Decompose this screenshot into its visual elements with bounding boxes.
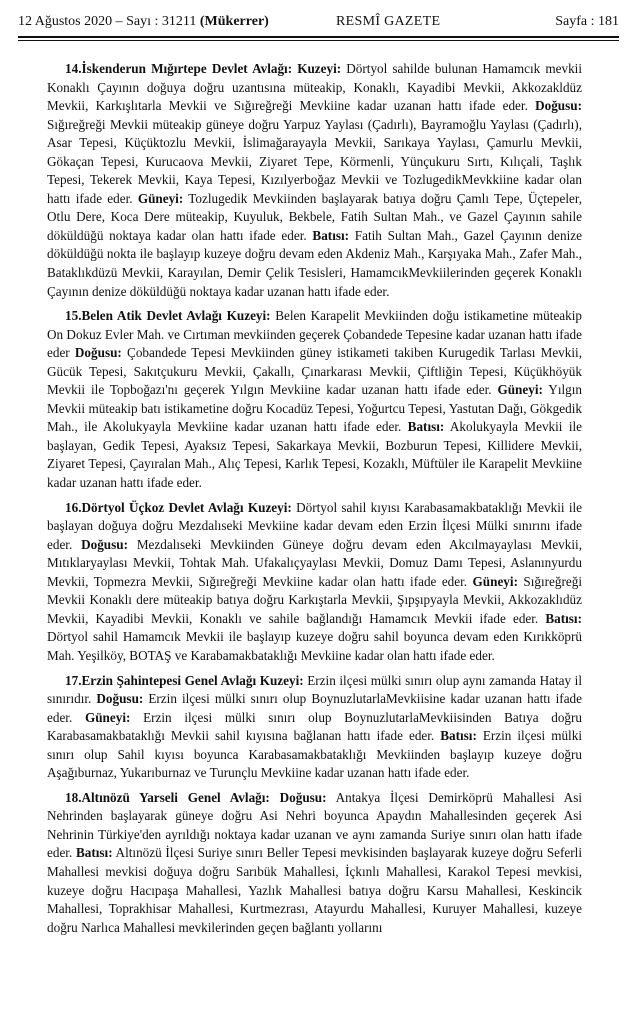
boundary-text: Erzin ilçesi mülki sınırı olup BoynuzlutarlaMevkiisine kadar uzanan hattı ifade eder.	[47, 691, 583, 725]
boundary-text: Erzin ilçesi mülki sınırı olup Sahil kıyısı boyunca Karabasamakbataklığı Mevkiinden başlayıp kuzeye doğru Aşağıburnaz, Yukarıburnaz ve Turunçlu Mevkiine kadar uzanan hattı ifade eder.	[47, 728, 582, 781]
direction-label: Güneyi:	[472, 573, 518, 589]
header-page-number: Sayfa : 181	[555, 14, 619, 29]
header-rule-thick	[18, 36, 619, 38]
boundary-text: Erzin ilçesi mülki sınırı olup BoynuzlutarlaMevkiisinden Batıya doğru Karabasamakbataklığı Mevkii sahil kıyısına bağlanan hattı ifade eder.	[47, 709, 583, 744]
page-header	[18, 10, 619, 34]
section-paragraph	[47, 499, 582, 666]
direction-label: Batısı:	[407, 419, 445, 435]
header-date-issue	[18, 10, 269, 34]
section-title: 18.Altınözü Yarseli Genel Avlağı:	[65, 789, 270, 805]
direction-label: Doğusu:	[535, 98, 582, 114]
direction-label: Kuzeyi:	[297, 61, 342, 76]
direction-label: Doğusu:	[81, 536, 128, 552]
direction-label: Güneyi:	[84, 709, 131, 725]
boundary-text: Yılgın Mevkii müteakip batı istikametine doğru Kocadüz Tepesi, Yoğurtcu Tepesi, Yastutan Dağı, Gökgedik Mah., ile Akolukyayla Mevkiine kadar uzanan hattı ifade eder.	[47, 382, 583, 435]
section-paragraph	[47, 307, 582, 492]
direction-label: Doğusu:	[96, 691, 144, 707]
direction-label: Doğusu:	[74, 345, 122, 361]
boundary-text: Fatih Sultan Mah., Gazel Çayının denize döküldüğü nokta ile başlayıp kuzeye doğru devam eden Akdeniz Mah., Karşıyaka Mah., Zafer Mah., Bataklıkdüzü Mevkii, Karayılan, Demir Çelik Tesisleri, HamamcıkMevkiilerinden geçerek Konaklı Çayının denize döküldüğü noktaya kadar uzanan hattı ifade eder.	[47, 227, 582, 299]
boundary-text: Belen Karapelit Mevkiinden doğu istikametine müteakip On Dokuz Evler Mah. ve Cırtıman mevkiinden geçerek Çobandede Tepesine kadar uzanan hattı ifade eder	[47, 308, 582, 361]
section-paragraph	[47, 789, 582, 937]
document-body	[47, 60, 582, 943]
boundary-text: Altınözü İlçesi Suriye sınırı Beller Tepesi mevkisinden başlayarak kuzeye doğru Seferli Mahallesi mevkisi doğuya doğru Sarıbük Mahallesi, İçkınlı Mahallesi, Karakol Tepesi mevkisi, kuzeye doğru Hacıpaşa Mahallesi, Yazlık Mahallesi batıya doğru Karsu Mahallesi, Keskincik Mahallesi, Toprakhisar Mahallesi, Kurtmezrası, Atayurdu Mahallesi, Kuruyer Mahallesi, kuzeye doğru Narlıca Mahallesi mevkilerinden geçen bağlantı yollarını	[47, 845, 582, 935]
direction-label: Batısı:	[312, 227, 350, 243]
boundary-text: Antakya İlçesi Demirköprü Mahallesi Asi Nehrinden başlayarak güneye doğru Asi Nehri boyunca Apaydın Mahallesinden geçerek Asi Nehrinin Türkiye'den ayrıldığı noktaya kadar uzanan ve aynı zamanda Suriye sınırı olan hattı ifade eder.	[47, 789, 583, 861]
direction-label: Doğusu:	[279, 789, 327, 805]
boundary-text: Dörtyol sahilde bulunan Hamamcık mevkii Konaklı Çayının doğuya doğru uzantısına müteakip, Konaklı, Kayadibi Mevkii, Akkozakldüz Mevkii, Karkışlıtarla Mevkii ve Sığıreğreği Mevkiine kadar uzanan hattı ifade eder.	[47, 61, 582, 114]
boundary-text: Akolukyayla Mevkii ile başlayan, Gedik Tepesi, Ayaksız Tepesi, Sakarkaya Mevkii, Bozburun Tepesi, Killidere Mevkii, Ziyaret Tepesi, Çayıralan Mah., Alıç Tepesi, Karlık Tepesi, Kozaklı, Müftüler ile Karapelit Mevkiine kadar uzanan hattı ifade eder.	[47, 419, 582, 491]
boundary-text: Erzin ilçesi mülki sınırı olup aynı zamanda Hatay il sınırıdır.	[47, 672, 583, 707]
boundary-text: Sığıreğreği Mevkii Konaklı dere müteakip batıya doğru Karkıştarla Mevkii, Şıpşıpyayla Mevkii, Akkozaklıdüz Mevkii, Kayadibi Mevkii, Konaklı ve sahile bağlandığı Hamamcık Mevkii ifade eder.	[47, 573, 582, 626]
section-title: 15.Belen Atik Devlet Avlağı Kuzeyi:	[65, 308, 271, 324]
section-paragraph	[47, 60, 582, 301]
boundary-text: Mezdalıseki Mevkiinden Güneye doğru devam eden Akcılmayaylası Mevkii, Mıtıklaryaylası Mevkii, Tohtak Mah. Ufakalıçyaylası Mevkii, Domuz Damı Tepesi, Aslanınyurdu Mevkii, Topmezra Mevkii, Sığıreğreği Mevkiine kadar olan hattı ifade eder.	[47, 536, 582, 589]
boundary-text: Tozlugedik Mevkiinden başlayarak batıya doğru Çamlı Tepe, Üçtepeler, Otlu Dere, Koca Dere müteakip, Kuyuluk, Bekbele, Fatih Sultan Mah., ve Gazel Çayının sahile döküldüğü noktaya kadar olan hattı ifade eder.	[47, 190, 582, 243]
section-paragraph	[47, 672, 582, 783]
direction-label: Güneyi:	[497, 382, 543, 398]
boundary-text: Çobandede Tepesi Mevkiinden güney istikameti takiben Kurugedik Tarlası Mevkii, Gücük Tepesi, Sakıtçukuru Mevkii, Çakallı, Çınarkarası Mevkii, Çiftliğin Tepesi, Küçükhöyük Mevkii ile Topboğazı'nı geçerek Yılgın Mevkiine kadar uzanan hattı ifade eder.	[47, 345, 582, 398]
section-title: 17.Erzin Şahintepesi Genel Avlağı Kuzeyi:	[65, 672, 304, 688]
direction-label: Batısı:	[440, 728, 477, 744]
boundary-text: Dörtyol sahil kıyısı Karabasamakbataklığı Mevkii ile başlayan doğuya doğru Mezdalıseki Mevkiine kadar devam eden Erzin İlçesi Mülki sınırını ifade eder.	[47, 499, 582, 552]
header-gazette-title: RESMÎ GAZETE	[336, 14, 441, 29]
direction-label: Batısı:	[545, 610, 582, 626]
section-title: 14.İskenderun Mığırtepe Devlet Avlağı:	[65, 61, 293, 76]
boundary-text: Sığıreğreği Mevkii müteakip güneye doğru Yarpuz Yaylası (Çadırlı), Bayramoğlu Yaylası (Çadırlı), Asar Tepesi, Küçüktozlu Mevkii, İslimağarayayla Mevkii, Sarıkaya Yaylası, Çamurlu Mevkii, Gökaçan Tepesi, Kurucaova Mevkii, Ziyaret Tepe, Körmenli, Yünçukuru Sırtı, Kılıçali, Taşlık Tepesi, Tekerek Mevkii, Kaya Tepesi, Kızılyerboğaz Mevkii ve TozlugedikMevkkiine kadar olan hattı ifade eder.	[47, 116, 582, 206]
header-extra: (Mükerrer)	[199, 14, 269, 29]
header-rule-thin	[18, 40, 619, 41]
section-title: 16.Dörtyol Üçkoz Devlet Avlağı Kuzeyi:	[65, 499, 292, 515]
boundary-text: Dörtyol sahil Hamamcık Mevkii ile başlayıp kuzeye doğru sahil boyunca devam eden Kırıkköprü Mah. Yeşilköy, BOTAŞ ve Karabamakbataklığı Mevkiine kadar olan hattı ifade eder.	[47, 629, 582, 663]
direction-label: Batısı:	[75, 845, 113, 861]
direction-label: Güneyi:	[137, 190, 184, 206]
header-date-issue-text: 12 Ağustos 2020 – Sayı : 31211	[18, 14, 197, 29]
